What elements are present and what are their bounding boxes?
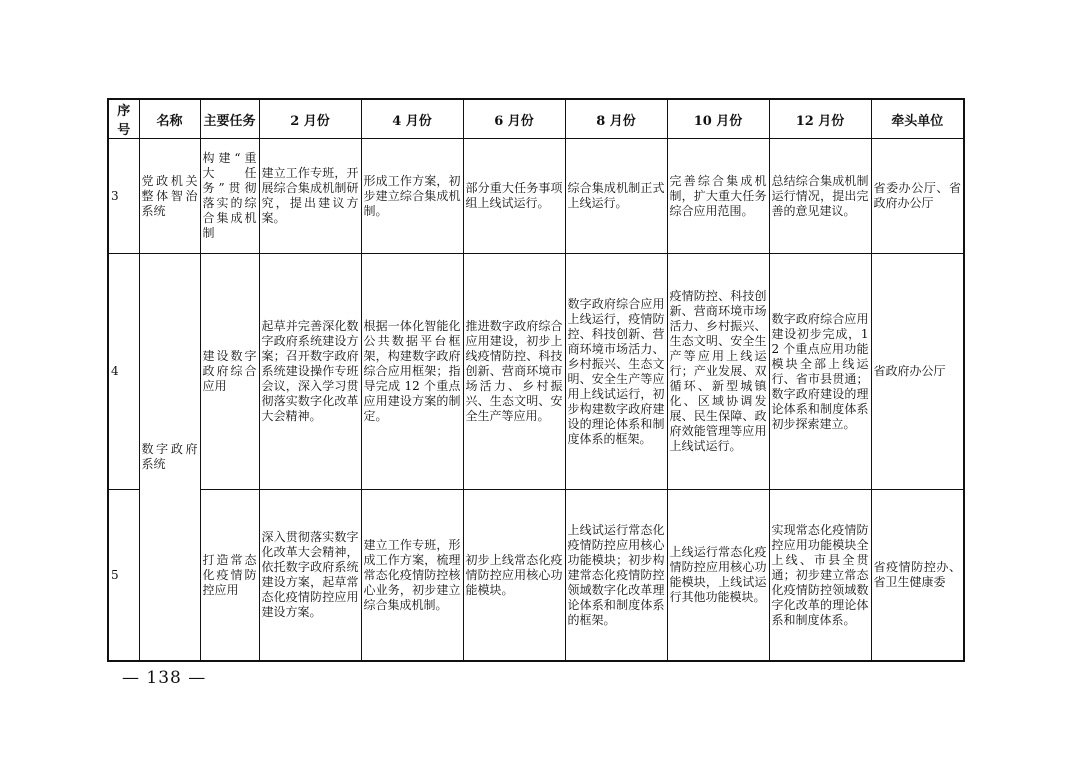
row-number: 3 <box>108 139 139 254</box>
task-cell: 建设数字政府综合应用 <box>200 254 259 490</box>
table-row <box>108 490 964 662</box>
feb-cell: 深入贯彻落实数字化改革大会精神，依托数字政府系统建设方案，起草常态化疫情防控应用建设方案。 <box>259 490 361 662</box>
row-number: 4 <box>108 254 139 490</box>
system-name: 数字政府系统 <box>139 254 200 662</box>
header-no: 序号 <box>108 99 139 139</box>
lead-unit-cell: 省疫情防控办、省卫生健康委 <box>871 490 964 662</box>
jun-cell: 推进数字政府综合应用建设，初步上线疫情防控、科技创新、营商环境市场活力、乡村振兴、生态文明、安全生产等应用。 <box>463 254 565 490</box>
lead-unit-cell: 省委办公厅、省政府办公厅 <box>871 139 964 254</box>
apr-cell: 根据一体化智能化公共数据平台框架，构建数字政府综合应用框架；指导完成 12 个重点应用建设方案的制定。 <box>361 254 463 490</box>
table-row <box>108 139 964 254</box>
oct-cell: 完善综合集成机制，扩大重大任务综合应用范围。 <box>667 139 769 254</box>
task-cell: 打造常态化疫情防控应用 <box>200 490 259 662</box>
aug-cell: 数字政府综合应用上线运行，疫情防控、科技创新、营商环境市场活力、乡村振兴、生态文明、安全生产等应用上线试运行，初步构建数字政府建设的理论体系和制度体系的框架。 <box>565 254 667 490</box>
apr-cell: 形成工作方案，初步建立综合集成机制。 <box>361 139 463 254</box>
jun-cell: 部分重大任务事项组上线试运行。 <box>463 139 565 254</box>
header-lead: 牵头单位 <box>871 99 964 139</box>
header-dec: 12 月份 <box>769 99 871 139</box>
header-jun: 6 月份 <box>463 99 565 139</box>
task-cell: 构建“重大任务”贯彻落实的综合集成机制 <box>200 139 259 254</box>
system-name: 党政机关整体智治系统 <box>139 139 200 254</box>
plan-table <box>107 98 965 662</box>
aug-cell: 上线试运行常态化疫情防控应用核心功能模块；初步构建常态化疫情防控领域数字化改革理论体系和制度体系的框架。 <box>565 490 667 662</box>
jun-cell: 初步上线常态化疫情防控应用核心功能模块。 <box>463 490 565 662</box>
dec-cell: 实现常态化疫情防控应用功能模块全上线、市县全贯通；初步建立常态化疫情防控领域数字化改革的理论体系和制度体系。 <box>769 490 871 662</box>
feb-cell: 起草并完善深化数字政府系统建设方案；召开数字政府系统建设操作专班会议，深入学习贯彻落实数字化改革大会精神。 <box>259 254 361 490</box>
lead-unit-cell: 省政府办公厅 <box>871 254 964 490</box>
table-row <box>108 254 964 490</box>
header-apr: 4 月份 <box>361 99 463 139</box>
header-row <box>108 99 964 139</box>
row-number: 5 <box>108 490 139 662</box>
header-name: 名称 <box>139 99 200 139</box>
oct-cell: 疫情防控、科技创新、营商环境市场活力、乡村振兴、生态文明、安全生产等应用上线运行；产业发展、双循环、新型城镇化、区域协调发展、民生保障、政府效能管理等应用上线试运行。 <box>667 254 769 490</box>
header-task: 主要任务 <box>200 99 259 139</box>
page-number: — 138 — <box>122 668 207 688</box>
dec-cell: 总结综合集成机制运行情况，提出完善的意见建议。 <box>769 139 871 254</box>
dec-cell: 数字政府综合应用建设初步完成，12 个重点应用功能模块全部上线运行、省市县贯通；数字政府建设的理论体系和制度体系初步探索建立。 <box>769 254 871 490</box>
oct-cell: 上线运行常态化疫情防控应用核心功能模块，上线试运行其他功能模块。 <box>667 490 769 662</box>
header-aug: 8 月份 <box>565 99 667 139</box>
header-feb: 2 月份 <box>259 99 361 139</box>
aug-cell: 综合集成机制正式上线运行。 <box>565 139 667 254</box>
feb-cell: 建立工作专班，开展综合集成机制研究，提出建议方案。 <box>259 139 361 254</box>
apr-cell: 建立工作专班，形成工作方案，梳理常态化疫情防控核心业务，初步建立综合集成机制。 <box>361 490 463 662</box>
header-oct: 10 月份 <box>667 99 769 139</box>
